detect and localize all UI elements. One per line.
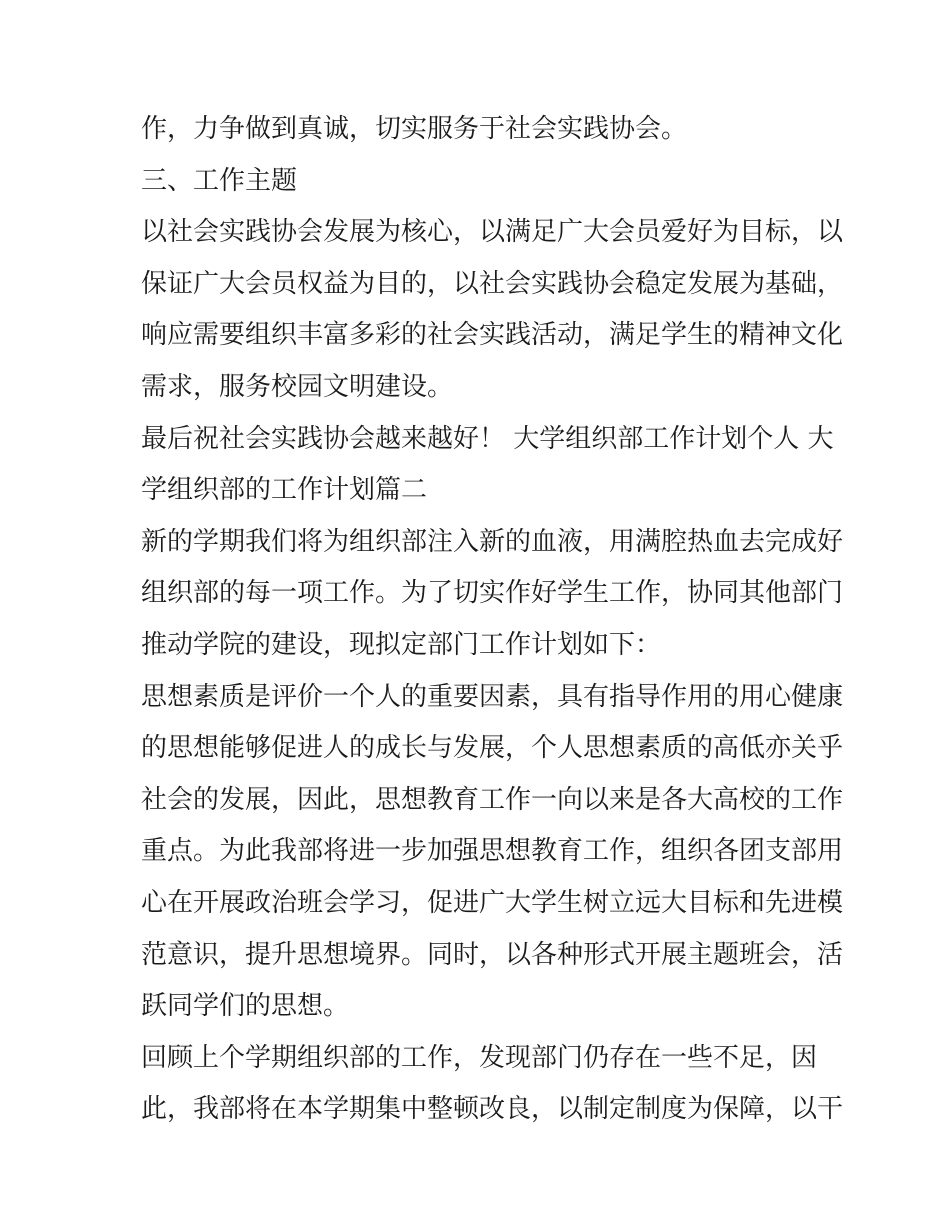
- text-line: 回顾上个学期组织部的工作，发现部门仍存在一些不足，因: [141, 1042, 818, 1073]
- text-line: 响应需要组织丰富多彩的社会实践活动，满足学生的精神文化: [141, 320, 844, 351]
- text-line: 组织部的每一项工作。为了切实作好学生工作，协同其他部门: [141, 578, 844, 609]
- text-line: 重点。为此我部将进一步加强思想教育工作，组织各团支部用: [141, 836, 844, 867]
- text-line: 以社会实践协会发展为核心，以满足广大会员爱好为目标，以: [141, 217, 844, 248]
- document-body: [141, 104, 844, 1136]
- text-line: 推动学院的建设，现拟定部门工作计划如下：: [141, 629, 662, 660]
- text-line: 此，我部将在本学期集中整顿改良，以制定制度为保障，以干: [141, 1094, 844, 1125]
- text-line: 学组织部的工作计划篇二: [141, 475, 428, 506]
- text-line: 范意识，提升思想境界。同时，以各种形式开展主题班会，活: [141, 939, 844, 970]
- text-line: 需求，服务校园文明建设。: [141, 371, 454, 402]
- text-line: 保证广大会员权益为目的，以社会实践协会稳定发展为基础，: [141, 268, 844, 299]
- text-line: 思想素质是评价一个人的重要因素，具有指导作用的用心健康: [141, 681, 844, 712]
- section-heading: 三、工作主题: [141, 165, 298, 196]
- text-line: 作，力争做到真诚，切实服务于社会实践协会。: [141, 114, 688, 144]
- text-line: 新的学期我们将为组织部注入新的血液，用满腔热血去完成好: [141, 526, 844, 557]
- text-line: 心在开展政治班会学习，促进广大学生树立远大目标和先进模: [141, 887, 844, 918]
- text-line: 最后祝社会实践协会越来越好！ 大学组织部工作计划个人 大: [141, 423, 834, 454]
- text-line: 的思想能够促进人的成长与发展，个人思想素质的高低亦关乎: [141, 733, 844, 764]
- text-line: 跃同学们的思想。: [141, 991, 350, 1022]
- text-line: 社会的发展，因此，思想教育工作一向以来是各大高校的工作: [141, 784, 844, 815]
